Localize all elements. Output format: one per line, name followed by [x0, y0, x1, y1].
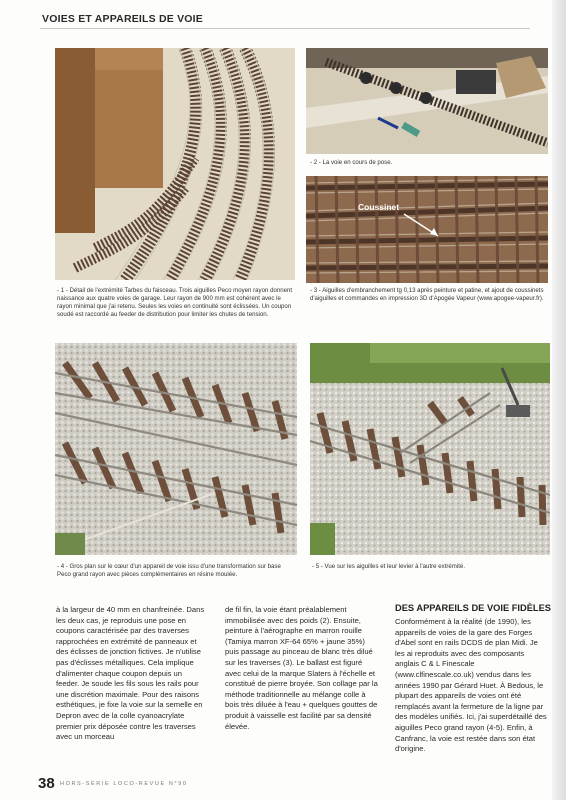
section-title: VOIES ET APPAREILS DE VOIE: [42, 13, 203, 25]
page-footer: [38, 775, 518, 795]
section-heading: DES APPAREILS DE VOIE FIDÈLES: [395, 603, 552, 613]
photo-4-caption: - 4 - Gros plan sur le cœur d'un appareil de voie issu d'une transformation sur base Peco grand rayon avec pièces complémentaires en résine moulée.: [57, 563, 281, 578]
photo-curved-tracks: [55, 48, 295, 280]
page-number: 38: [38, 775, 55, 792]
body-column-1: à la largeur de 40 mm en chanfreinée. Dans les deux cas, je reproduis une pose en coupons caractérisée par des traverses rapprochées en extrémité de panneaux et des éclisses de jonction fictives. Je n'utilise pas d'éclisses métalliques. Cela implique d'alimenter chaque coupon depuis un feeder. Je soude les fils sous les rails pour une discrétion maximale. Pour des raisons esthétiques, je fixe la voie sur la semelle en Depron avec de la colle cyanoacrylate premier prix déposée contre les traverses avec un morceau: [56, 605, 205, 742]
photo-frog-closeup: [55, 343, 297, 555]
photo-track-laying: [306, 48, 548, 154]
photo-1-caption: - 1 - Détail de l'extrémité Tarbes du faisceau. Trois aiguilles Peco moyen rayon donnent naissance aux quatre voies de garage. Leur rayon de 900 mm est cohérent avec le rayon minimal que j'ai retenu. Seules les voies en continuité sont éclissées. Un coupon soudé est raccordé au feeder de distribution pour limiter les chutes de tension.: [57, 287, 293, 318]
body-column-2: de fil fin, la voie étant préalablement immobilisée avec des poids (2). Ensuite, peinture à l'aérographe en marron rouille (Tamiya marron XF-64 65% + jaune 35%) puis passage au pinceau de blanc très dilué sur les traverses (3). Le ballast est figuré avec celui de la marque Slaters à l'échelle et constitué de pierre broyée. Son collage par la méthode traditionnelle au mélange colle à bois très diluée à l'eau + quelques gouttes de produit à vaisselle est facilité par sa densité élevée.: [225, 605, 378, 731]
photo-5-caption: - 5 - Vue sur les aiguilles et leur levier à l'autre extrémité.: [312, 563, 466, 570]
body-column-3: Conformément à la réalité (de 1990), les appareils de voies de la gare des Forges d'Abel sont en rails DCDS de plan Midi. Je les ai reproduits avec des composants anglais C & L Finescale (www.clfinescale.co.uk) vendus dans les années 1990 par Gérard Huet. À Bedous, le plupart des appareils de voies ont été remplacés avant la fermeture de la ligne par des modèles unifiés. Ici, j'ai superdétaillé des aiguilles Peco grand rayon (4-5). Enfin, à Canfranc, la voie est restée dans son état d'origine.: [395, 617, 547, 754]
page-edge-shadow: [552, 0, 566, 800]
magazine-name: HORS-SÉRIE LOCO-REVUE N°90: [60, 781, 188, 787]
photo-turnout-lever: [310, 343, 550, 555]
photo-2-caption: - 2 - La voie en cours de pose.: [310, 159, 393, 166]
coussinet-label: Coussinet: [358, 202, 400, 212]
running-header: [40, 8, 530, 29]
photo-3-caption: - 3 - Aiguilles d'embranchement tg 0,13 après peinture et patine, et ajout de coussinets d'aiguilles et commandes en impression 3D d'Apogée Vapeur (www.apogee-vapeur.fr).: [310, 287, 544, 302]
photo-turnout-closeup: [306, 176, 548, 283]
